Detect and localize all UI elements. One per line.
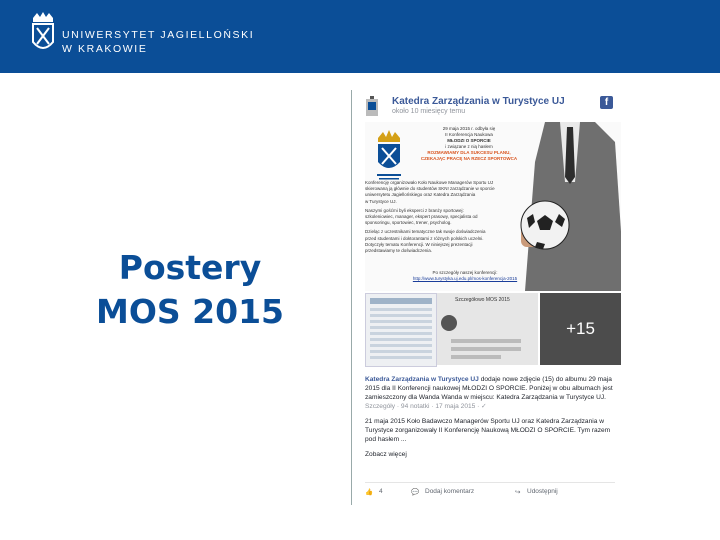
like-icon[interactable]: 👍 xyxy=(365,489,374,496)
poster-footer-link[interactable]: http://www.turystyka.uj.edu.pl/mos-konferencja-2015 xyxy=(412,276,518,281)
post-author-link[interactable]: Katedra Zarządzania w Turystyce UJ xyxy=(365,376,479,383)
poster-line: i związane z nią hasłem xyxy=(445,144,493,149)
slide-title xyxy=(80,246,300,334)
post-thumbnail-2[interactable] xyxy=(437,293,538,365)
post-timestamp[interactable]: około 10 miesięcy temu xyxy=(392,108,466,115)
divider xyxy=(365,482,615,483)
university-name xyxy=(62,28,254,56)
post-meta: Szczegóły · 94 notatki · 17 maja 2015 · ✓ xyxy=(365,403,487,410)
university-name-line2: W KRAKOWIE xyxy=(62,43,148,55)
post-paragraph-1 xyxy=(365,375,615,402)
poster-body-line: sponsoringu, sportowiec, trener, psycholog. xyxy=(365,220,452,226)
thumbnail-caption: Szczegółowo MOS 2015 xyxy=(455,297,510,303)
poster-header-text xyxy=(409,126,529,162)
poster-body-line: Dotyczyły tematu Konferencji. W niniejszej prezentacji xyxy=(365,241,473,247)
more-photos-thumbnail[interactable] xyxy=(540,293,621,365)
businessman-with-ball-image xyxy=(515,122,621,291)
poster-footer-line: Po szczegóły naszej konferencji: xyxy=(432,270,498,275)
poster-body-line: Konferencję organizowało Koło Naukowe Managerów Sportu UJ xyxy=(365,180,494,185)
header-bar xyxy=(0,0,720,73)
poster-body-line: skierowaną ją głównie do studentów SKN! zarządzanie w sporcie xyxy=(365,186,495,192)
poster-body-line: przed studentami i doktorantami z różnych polskich uczelni. xyxy=(365,235,484,241)
poster-line: II Konferencja Naukowa xyxy=(445,132,493,137)
like-count: 4 xyxy=(379,488,383,495)
poster-body-line: uniwersytetu Jagiellońskiego oraz Katedra Zarządzania xyxy=(365,192,476,198)
presentation-image xyxy=(437,293,538,365)
see-more-link[interactable]: Zobacz więcej xyxy=(365,451,407,458)
comment-link[interactable]: Dodaj komentarz xyxy=(425,488,475,495)
poster-line: CZEKAJĄC PRACĘ NA RZECZ SPORTOWCA xyxy=(420,156,518,161)
post-paragraph-1-text: dodaje nowe zdjęcie (15) do albumu 29 maja 2015 dla II Konferencji naukowej MŁODZI O SPORCIE. Poniżej w obu albumach jest zamieszczony dla Wanda Wanda w miejscu: Katedra Zarządzania w Turystyce UJ. xyxy=(365,376,613,401)
slide-title-line2: MOS 2015 xyxy=(96,292,284,331)
poster-body-line: w Turystyce UJ. xyxy=(365,198,397,204)
post-text xyxy=(365,375,615,459)
poster-line: ROZMAWIAMY DLA SUKCESU PLANU, xyxy=(427,150,511,155)
poster-body-line: Naszymi gośćmi byli eksperci z branży sportowej: xyxy=(365,207,464,213)
comment-icon[interactable]: 💬 xyxy=(411,489,420,496)
post-main-image[interactable] xyxy=(365,122,621,291)
page-name-link[interactable]: Katedra Zarządzania w Turystyce UJ xyxy=(392,96,565,107)
page-avatar-icon[interactable] xyxy=(364,96,380,116)
poster-body-line: przedstawiamy te doświadczenia. xyxy=(365,248,433,254)
facebook-icon: f xyxy=(600,96,613,109)
post-paragraph-2: 21 maja 2015 Koło Badawczo Managerów Sportu UJ oraz Katedra Zarządzania w Turystyce zorganizowały II Konferencję Naukową MŁODZI O SPORCIE. Tym razem pod hasłem ... xyxy=(365,418,611,443)
share-icon[interactable]: ↪ xyxy=(515,489,521,496)
more-photos-count: +15 xyxy=(566,319,595,338)
poster-body-line: szkoleniowiec, manager, ekspert prasowy, specjalista od xyxy=(365,214,478,220)
share-link[interactable]: Udostępnij xyxy=(527,488,558,495)
poster-line: 29 maja 2015 r. odbyła się xyxy=(442,126,496,131)
poster-body-text xyxy=(365,180,525,254)
document-page-image xyxy=(366,294,436,366)
university-name-line1: UNIWERSYTET JAGIELLOŃSKI xyxy=(62,29,255,41)
post-thumbnail-1[interactable] xyxy=(365,293,437,367)
poster-body-line: Dzieląc z uczestnikami tematyczne tak swoje doświadczenia xyxy=(365,229,486,235)
poster-line: MŁODZI O SPORCIE xyxy=(447,138,491,143)
university-crest-icon xyxy=(30,12,56,56)
slide-title-line1: Postery xyxy=(118,248,262,287)
poster-footer xyxy=(395,270,535,282)
uj-crest-icon xyxy=(373,130,405,182)
facebook-post xyxy=(351,90,621,505)
post-header xyxy=(352,90,621,120)
